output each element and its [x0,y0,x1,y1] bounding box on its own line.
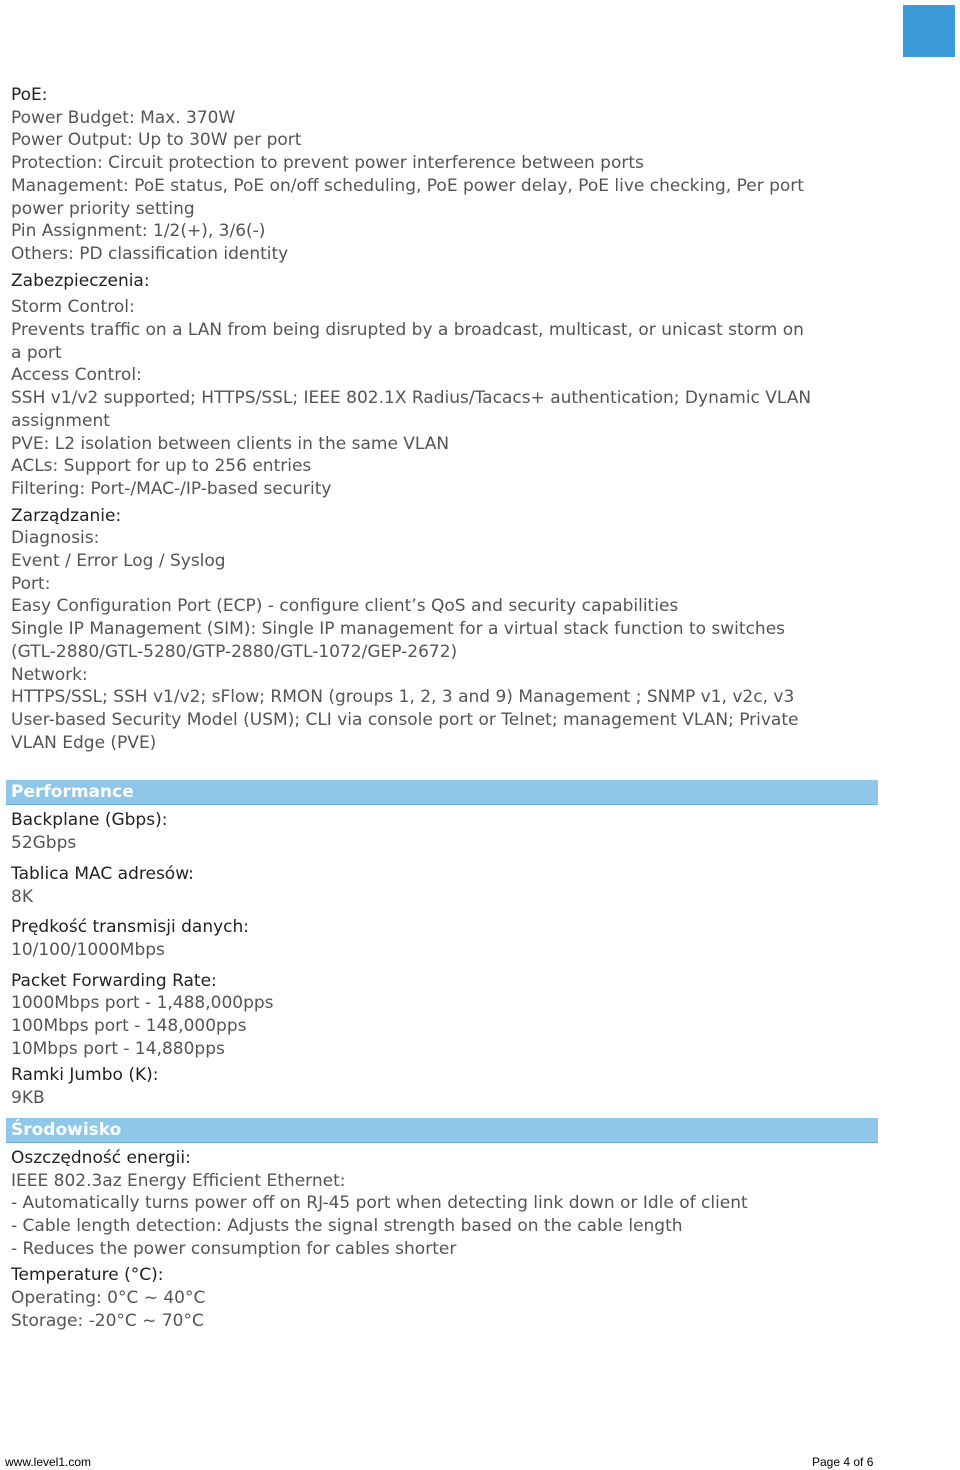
access-control-line: PVE: L2 isolation between clients in the same VLAN [11,433,450,454]
backplane-value: 52Gbps [11,833,77,854]
forwarding-rate-label: Packet Forwarding Rate: [11,970,217,991]
temperature-label: Temperature (°C): [11,1265,164,1286]
energy-saving-line: - Automatically turns power off on RJ-45 port when detecting link down or Idle of client [11,1193,748,1214]
corner-accent-block [903,5,955,57]
performance-section-bar [6,780,878,805]
transmission-speed-label: Prędkość transmisji danych: [11,917,250,938]
access-control-label: Access Control: [11,365,142,386]
temperature-line: Storage: -20°C ~ 70°C [11,1310,204,1331]
footer-website-link[interactable]: www.level1.com [5,1455,92,1469]
port-label: Port: [11,573,51,594]
diagnosis-label: Diagnosis: [11,528,100,549]
access-control-line: Filtering: Port-/MAC-/IP-based security [11,478,332,499]
jumbo-frames-value: 9KB [11,1088,45,1109]
transmission-speed-value: 10/100/1000Mbps [11,939,165,960]
poe-line: Power Output: Up to 30W per port [11,130,302,151]
environment-section-bar [6,1118,878,1143]
poe-heading: PoE: [11,85,48,105]
energy-saving-line: IEEE 802.3az Energy Efficient Ethernet: [11,1170,346,1191]
environment-title: Środowisko [11,1119,122,1140]
poe-line: Pin Assignment: 1/2(+), 3/6(-) [11,221,266,242]
access-control-line: ACLs: Support for up to 256 entries [11,456,312,477]
network-line: HTTPS/SSL; SSH v1/v2; sFlow; RMON (groups 1, 2, 3 and 9) Management ; SNMP v1, v2c, v3 [11,687,795,708]
poe-line: Management: PoE status, PoE on/off scheduling, PoE power delay, PoE live checking, Per port [11,175,804,196]
security-heading: Zabezpieczenia: [11,270,150,291]
jumbo-frames-label: Ramki Jumbo (K): [11,1065,159,1086]
port-line: (GTL-2880/GTL-5280/GTP-2880/GTL-1072/GEP-2672) [11,641,458,662]
network-label: Network: [11,664,88,685]
storm-control-line: a port [11,342,62,363]
forwarding-rate-value: 10Mbps port - 14,880pps [11,1038,225,1059]
energy-saving-label: Oszczędność energii: [11,1147,191,1168]
management-heading: Zarządzanie: [11,505,122,526]
spec-content [11,84,891,1332]
mac-table-label: Tablica MAC adresów: [11,863,194,884]
poe-line: Others: PD classification identity [11,243,289,264]
poe-line: Protection: Circuit protection to prevent power interference between ports [11,153,644,174]
diagnosis-value: Event / Error Log / Syslog [11,551,226,572]
forwarding-rate-value: 1000Mbps port - 1,488,000pps [11,993,274,1014]
mac-table-value: 8K [11,886,33,907]
energy-saving-line: - Reduces the power consumption for cables shorter [11,1238,457,1259]
network-line: User-based Security Model (USM); CLI via console port or Telnet; management VLAN; Private [11,709,799,730]
footer-page-number: Page 4 of 6 [812,1455,874,1469]
backplane-label: Backplane (Gbps): [11,810,168,831]
performance-title: Performance [11,782,134,803]
storm-control-line: Prevents traffic on a LAN from being disrupted by a broadcast, multicast, or unicast storm on [11,320,804,341]
poe-line: Power Budget: Max. 370W [11,107,236,128]
access-control-line: assignment [11,410,110,431]
temperature-line: Operating: 0°C ~ 40°C [11,1288,206,1309]
access-control-line: SSH v1/v2 supported; HTTPS/SSL; IEEE 802.1X Radius/Tacacs+ authentication; Dynamic VLAN [11,388,812,409]
port-line: Single IP Management (SIM): Single IP management for a virtual stack function to switches [11,619,786,640]
port-line: Easy Configuration Port (ECP) - configure client’s QoS and security capabilities [11,596,679,617]
poe-line: power priority setting [11,198,195,219]
storm-control-label: Storm Control: [11,297,135,318]
forwarding-rate-value: 100Mbps port - 148,000pps [11,1016,247,1037]
energy-saving-line: - Cable length detection: Adjusts the signal strength based on the cable length [11,1215,683,1236]
network-line: VLAN Edge (PVE) [11,732,157,753]
